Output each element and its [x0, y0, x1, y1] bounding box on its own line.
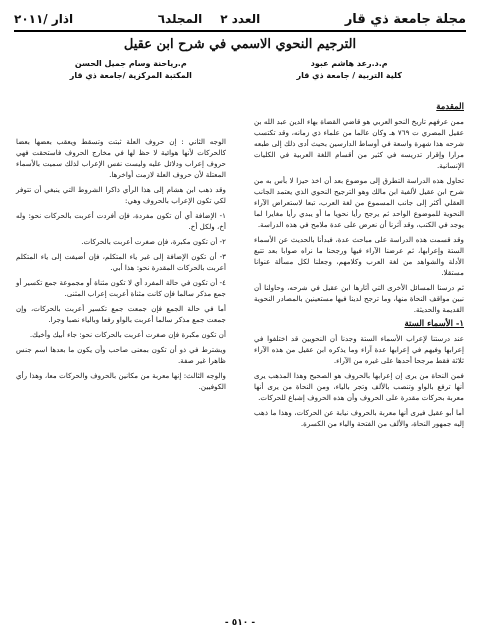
issue-number: العدد ٢: [220, 12, 261, 26]
left-column: [16, 136, 226, 396]
author-name: م.رياحنة وسام جميل الحسن: [74, 59, 187, 68]
intro-paragraph: ثم درسنا المسائل الأخرى التي أثارها ابن عقيل في شرحه، وحاولنا أن نبين مواقف النحاة منها، وما ترجح لدينا فيها مستعينين بالمصادر النحوية القديمة والحديثة.: [254, 283, 464, 314]
body-paragraph: ويشترط في ذو أن تكون بمعنى صاحب وأن يكون ما بعدها اسم جنس ظاهرا غير صفة.: [16, 345, 226, 365]
body-paragraph: الوجه الثاني : إن حروف العلة ثبتت وتسقط ويعقب بعضها بعضا كالحركات لأنها هوائية لا حظ لها في مخارج الحروف فاستحقت فهي حروف إعراب ودلائل عليه وليست نفس الإعراب لذلك سميت بالأسماء المعتلة لأن حروف العلة لازمت أواخرها.: [16, 137, 226, 179]
intro-paragraph: وقد قسمت هذه الدراسة على مباحث عدة، فبدأنا بالحديث عن الأسماء الستة وإعرابها، ثم عرضنا الآراء فيها ورجحنا ما نراه صوابا بعد تتبع الأدلة والشواهد من لغة العرب وكلامهم، وجعلنا لكل مسألة عنوانا مستقلا.: [254, 235, 464, 277]
section-paragraph: فمن النحاة من يرى إن إعرابها بالحروف هو الصحيح وهذا المذهب يرى أنها ترفع بالواو وتنصب بالألف وتجر بالياء، ومن النحاة من يرى أنها معربة بحركات مقدرة على الحروف وأن هذه الحروف إشباع للحركات.: [254, 371, 464, 402]
issue-info: [158, 12, 260, 26]
intro-paragraph: تحاول هذه الدراسة التطرق إلى موضوع بعد أن اخذ حيزا لا بأس به من شرح ابن عقيل لألفية ابن مالك وهو الترجيح النحوي الذي يعتمد الجانب العقلي أكثر إلى جانب المسموع من لغة العرب، تبعا لاستعراض الآراء النحوية للموضوع الواحد ثم يرجح رأيا نحويا ما أو يبدي رأيا مغايرا لما يوجد في الكتب، وقد آثرنا أن نعرض على عدة ملامح في هذه الدراسة.: [254, 176, 464, 229]
author-second: [248, 58, 450, 94]
author-name: م.د.رعد هاشم عبود: [310, 59, 388, 68]
body-paragraph: والوجه الثالث: إنها معربة من مكانين بالحروف والحركات معا، وهذا رأي الكوفيين.: [16, 371, 226, 391]
body-paragraph: وقد ذهب ابن هشام إلى هذا الرأي ذاكرا الشروط التي ينبغي أن تتوفر لكي تكون الإعراب بالحروف وهي:: [16, 185, 226, 205]
body-paragraph: ١- الإضافة أي أن تكون مفردة، فإن أفردت أعربت بالحركات نحو: وله أخ، ولكل أخ.: [16, 211, 226, 231]
article-title: الترجيم النحوي الاسمي في شرح ابن عقيل: [123, 37, 357, 52]
section-paragraph: أما أبو عقيل فيرى أنها معربة بالحروف نيابة عن الحركات، وهذا ما ذهب إليه جمهور النحاة، والألف من الفتحة والياء من الكسرة.: [254, 408, 464, 428]
body-paragraph: أما في حالة الجمع فإن جمعت جمع تكسير أعربت بالحركات، وإن جمعت جمع مذكر سالما أعربت بالواو رفعا وبالياء نصبا وجرا.: [16, 304, 226, 324]
journal-header: [14, 8, 466, 32]
intro-paragraph: ممن عرفهم تاريخ النحو العربي هو قاضي القضاة بهاء الدين عبد الله بن عقيل المصري ت ٧٦٩ هـ وكان عالما من علماء ذي زمانه، وقد تكتسب شرحه هذا شهرة واسعة في أوساط الدارسين بحيث أدى ذلك إلى طبعه مرارا وإقرار تدريسه في كثير من أقسام اللغة العربية في الكليات الإنسانية.: [254, 117, 464, 170]
author-affiliation: كلية التربية / جامعة ذي قار: [296, 71, 402, 80]
right-column: [254, 100, 464, 433]
section-paragraph: عند درستنا لإعراب الأسماء الستة وجدنا أن النحويين قد اختلفوا في إعرابها وفيهم في إعرابها عدة آراء وما يذكره ابن عقيل من هذه الآراء ثلاثة فقط مرجحا أحدها على غيره من الآراء.: [254, 334, 464, 365]
issue-date: اذار /٢٠١١: [14, 12, 74, 26]
body-paragraph: ٣- أن تكون الإضافة إلى غير ياء المتكلم، فإن أضيفت إلى ياء المتكلم أعربت بالحركات المقدرة نحو: هذا أبي.: [16, 252, 226, 272]
author-affiliation: المكتبة المركزية /جامعة ذي قار: [69, 71, 192, 80]
section-heading: ١- الأسماء الستة: [404, 319, 464, 329]
body-paragraph: ٤- أن تكون في حالة المفرد أي لا تكون مثناة أو مجموعة جمع تكسير أو جمع مذكر سالما فإن كانت مثناة أعربت إعراب المثنى.: [16, 278, 226, 298]
author-first: [30, 58, 232, 94]
body-paragraph: أن تكون مكبرة فإن صغرت أعربت بالحركات نحو: جاء أبيك وأخيك.: [29, 330, 226, 339]
authors-block: [30, 58, 450, 94]
intro-heading: المقدمة: [436, 102, 464, 112]
body-paragraph: ٢- أن تكون مكبرة، فإن صغرت أعربت بالحركات.: [81, 237, 226, 246]
page-number: - ٥١٠ -: [224, 618, 256, 628]
journal-name: مجلة جامعة ذي قار: [344, 11, 466, 27]
volume-number: المجلد٦: [157, 12, 203, 26]
